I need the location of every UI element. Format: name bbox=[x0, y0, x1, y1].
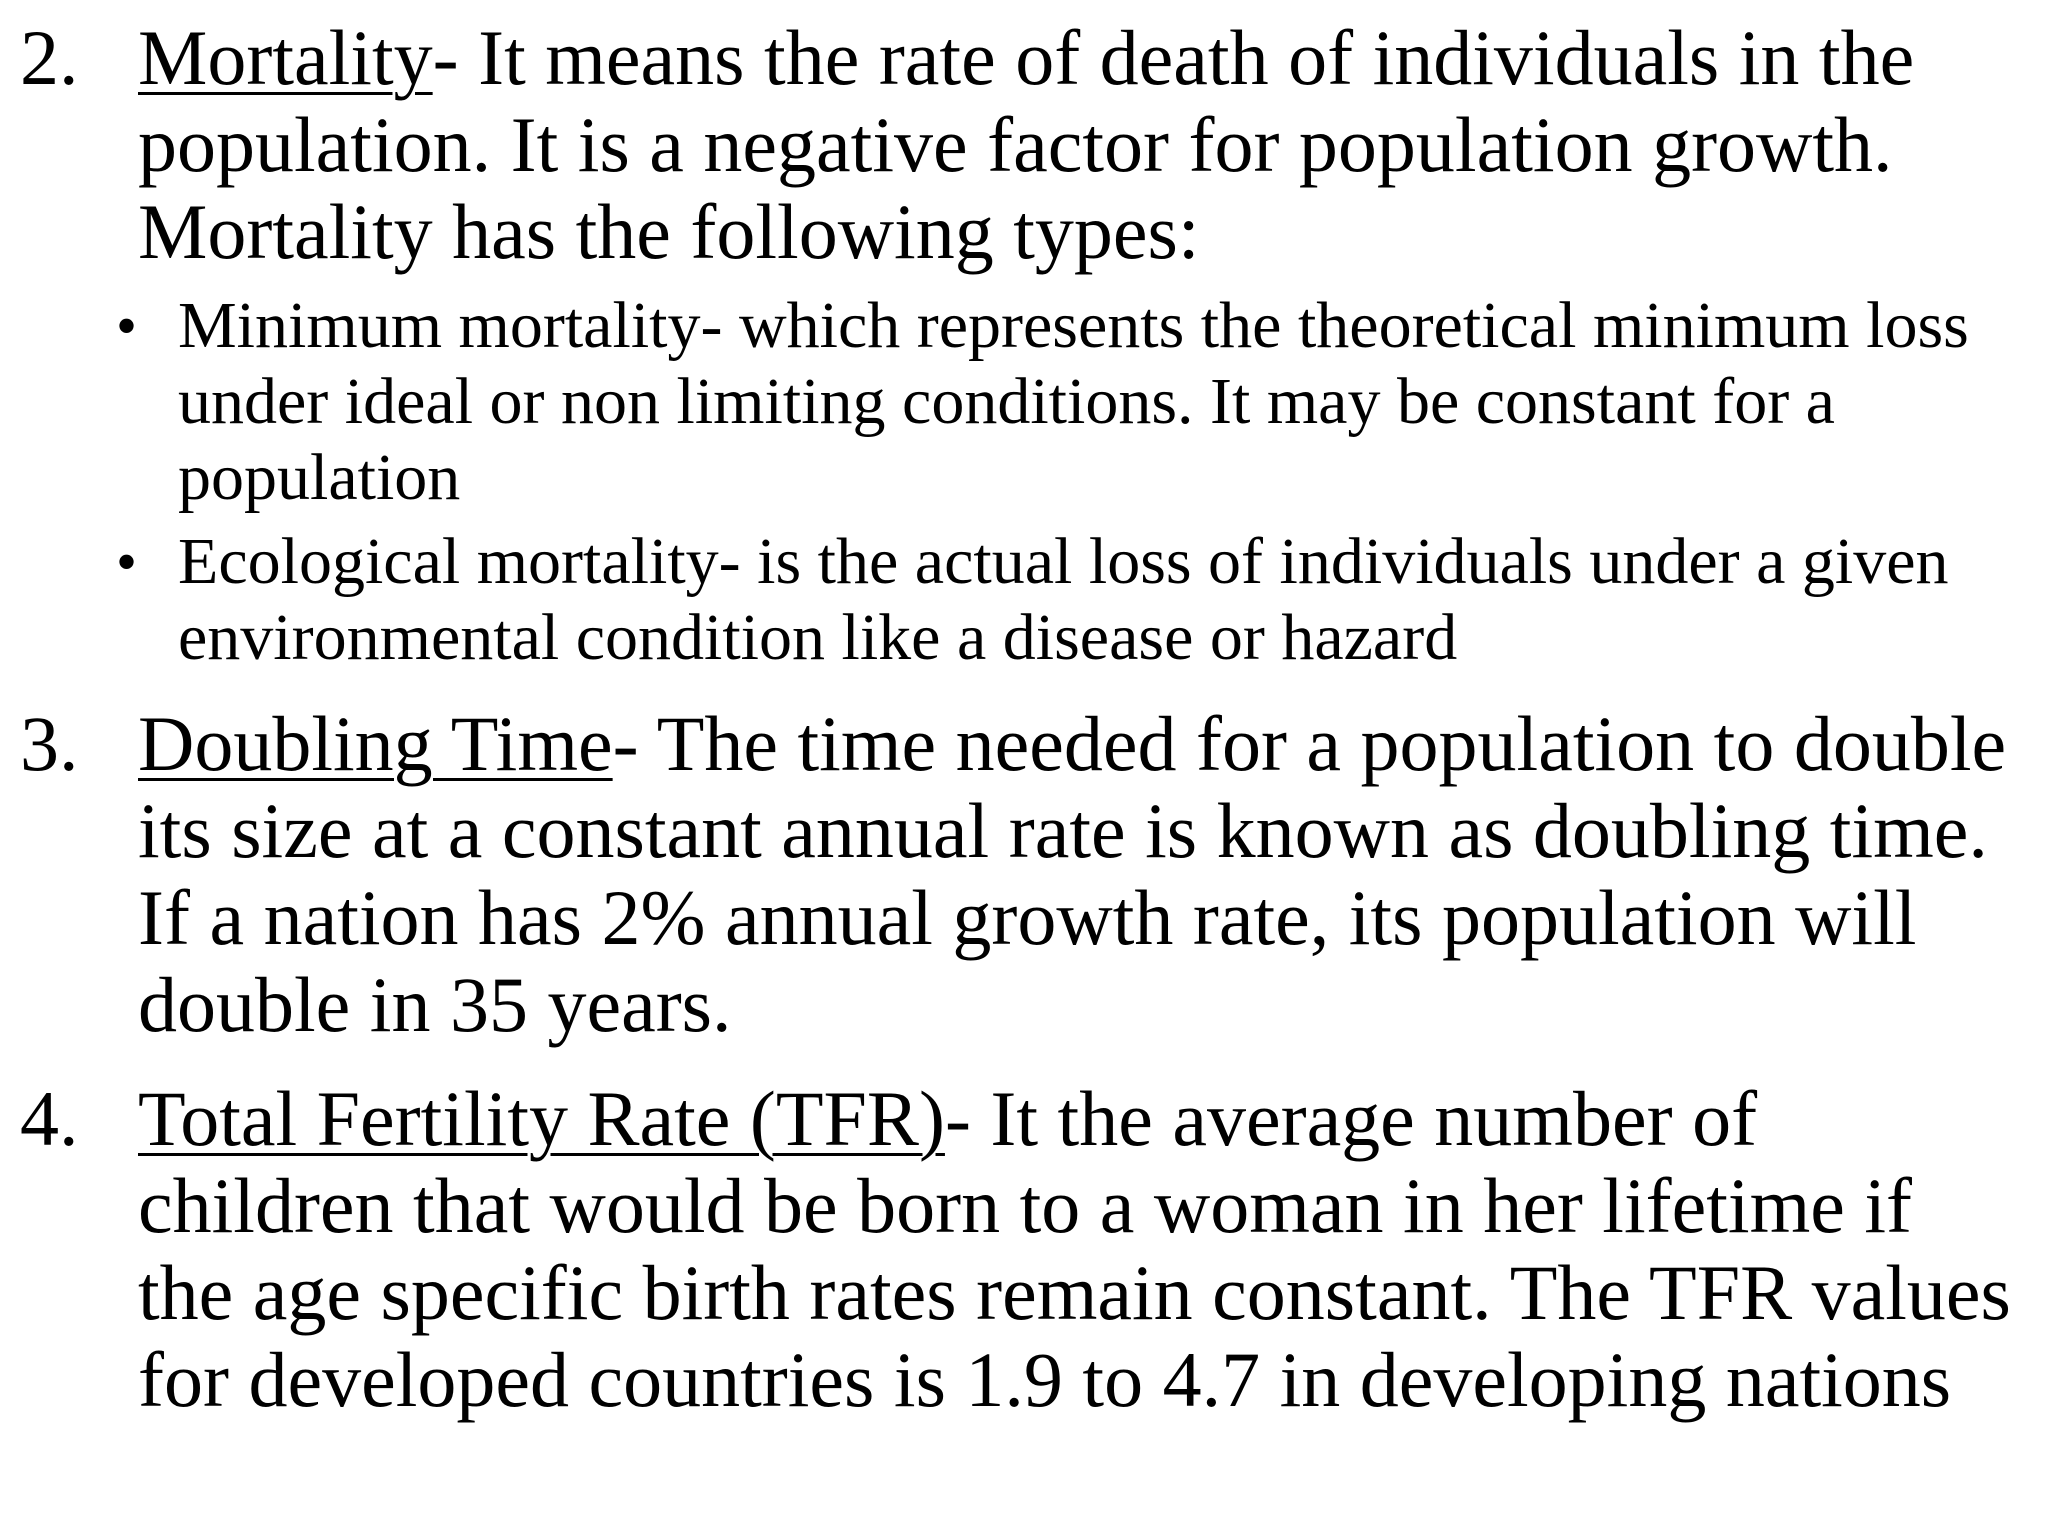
term-mortality: Mortality bbox=[138, 14, 433, 101]
item-body bbox=[138, 1075, 2018, 1423]
bullet-text: Ecological mortality- is the actual loss of individuals under a given environmental condition like a disease or hazard bbox=[178, 525, 1949, 674]
term-total-fertility-rate: Total Fertility Rate (TFR) bbox=[138, 1075, 945, 1162]
bullet-icon: • bbox=[116, 293, 138, 359]
bullet-text: Minimum mortality- which represents the theoretical minimum loss under ideal or non limiting conditions. It may be constant for a population bbox=[178, 289, 1969, 514]
item-number: 2. bbox=[20, 14, 79, 101]
item-number: 4. bbox=[20, 1075, 79, 1162]
item-description: - The time needed for a population to double its size at a constant annual rate is known as doubling time. If a nation has 2% annual growth rate, its population will double in 35 years. bbox=[138, 700, 2007, 1048]
item-body bbox=[138, 700, 2018, 1048]
term-doubling-time: Doubling Time bbox=[138, 700, 613, 787]
bullet-icon: • bbox=[116, 529, 138, 595]
item-number: 3. bbox=[20, 700, 79, 787]
item-description: - It the average number of children that would be born to a woman in her lifetime if the age specific birth rates remain constant. The TFR values for developed countries is 1.9 to 4.7 in developing nations bbox=[138, 1075, 2011, 1423]
item-body bbox=[138, 14, 2018, 275]
item-description: - It means the rate of death of individuals in the population. It is a negative factor for population growth. Mortality has the following types: bbox=[138, 14, 1915, 275]
